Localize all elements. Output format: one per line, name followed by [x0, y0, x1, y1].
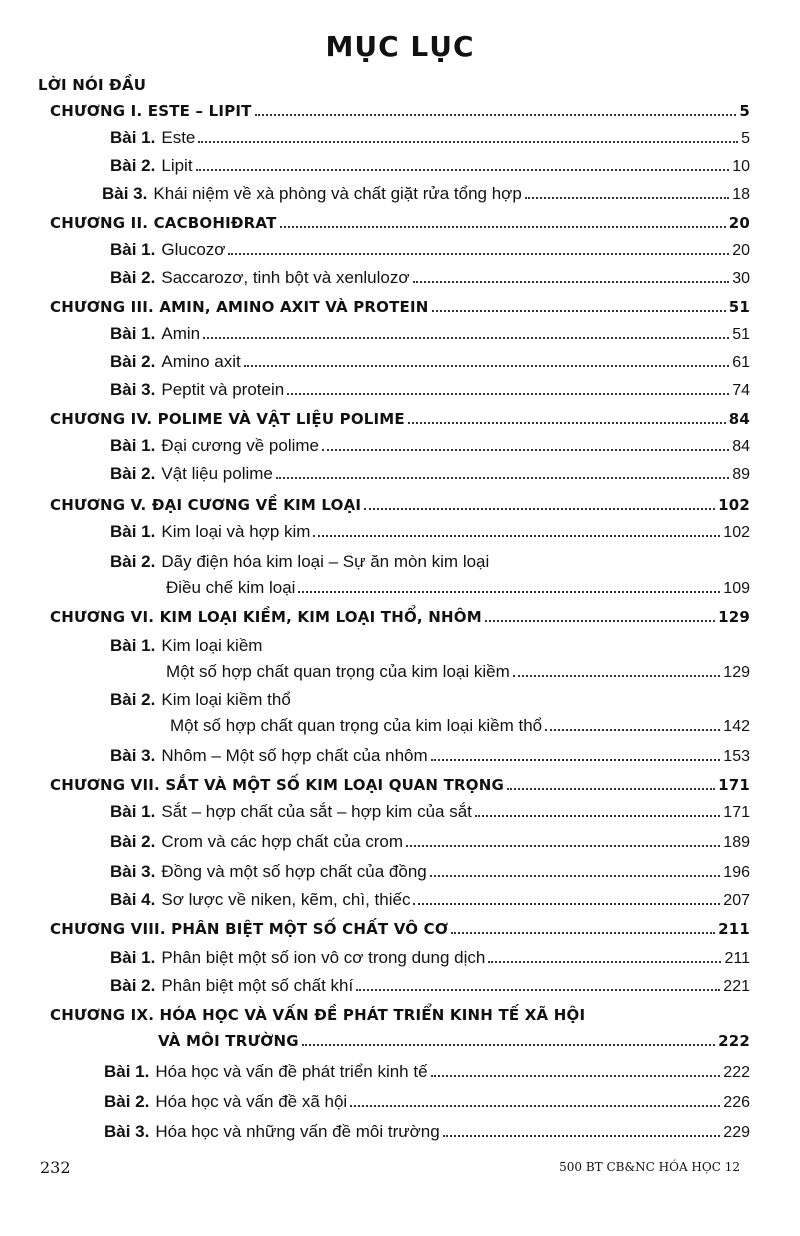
- toc-lesson: Bài 2. Lipit 10: [110, 156, 750, 175]
- toc-lesson-continuation: Một số hợp chất quan trọng của kim loại kiềm 129: [166, 662, 750, 681]
- toc-chapter: CHƯƠNG VI. KIM LOẠI KIỀM, KIM LOẠI THỔ, NHÔM 129: [50, 608, 750, 626]
- toc-lesson: Bài 1. Amin 51: [110, 324, 750, 343]
- toc-lesson: Bài 3. Đồng và một số hợp chất của đồng 196: [110, 862, 750, 881]
- toc-chapter: CHƯƠNG II. CACBOHIĐRAT 20: [50, 214, 750, 232]
- toc-lesson: Bài 2. Crom và các hợp chất của crom 189: [110, 832, 750, 851]
- toc-lesson: Bài 3. Hóa học và những vấn đề môi trường 229: [104, 1122, 750, 1141]
- chapter-title: CHƯƠNG I. ESTE – LIPIT: [50, 102, 252, 120]
- toc-lesson: Bài 3. Nhôm – Một số hợp chất của nhôm 153: [110, 746, 750, 765]
- page-title: MỤC LỤC: [325, 30, 475, 63]
- toc-lesson: Bài 2. Amino axit 61: [110, 352, 750, 371]
- toc-lesson: Bài 3. Khái niệm về xà phòng và chất giặt rửa tổng hợp 18: [102, 184, 750, 203]
- toc-lesson-continuation: Một số hợp chất quan trọng của kim loại kiềm thổ 142: [170, 716, 750, 735]
- toc-chapter-continuation: VÀ MÔI TRƯỜNG 222: [158, 1032, 750, 1050]
- toc-lesson: Bài 2. Vật liệu polime 89: [110, 464, 750, 483]
- toc-lesson: Bài 1. Hóa học và vấn đề phát triển kinh tế 222: [104, 1062, 750, 1081]
- toc-lesson: Bài 4. Sơ lược về niken, kẽm, chì, thiếc 207: [110, 890, 750, 909]
- toc-chapter: CHƯƠNG VIII. PHÂN BIỆT MỘT SỐ CHẤT VÔ CƠ 211: [50, 920, 750, 938]
- toc-lesson: Bài 3. Peptit và protein 74: [110, 380, 750, 399]
- toc-lesson: Bài 2. Saccarozơ, tinh bột và xenlulozơ 30: [110, 268, 750, 287]
- toc-lesson: Bài 1. Kim loại kiềm: [110, 636, 263, 655]
- toc-lesson: Bài 1. Kim loại và hợp kim 102: [110, 522, 750, 541]
- toc-lesson: Bài 1. Sắt – hợp chất của sắt – hợp kim của sắt 171: [110, 802, 750, 821]
- toc-preface: LỜI NÓI ĐẦU: [38, 76, 147, 94]
- toc-lesson: Bài 2. Kim loại kiềm thổ: [110, 690, 291, 709]
- toc-lesson: Bài 2. Dãy điện hóa kim loại – Sự ăn mòn kim loại: [110, 552, 490, 571]
- page-ref: 5: [739, 102, 750, 120]
- toc-lesson: Bài 1. Glucozơ 20: [110, 240, 750, 259]
- toc-chapter: CHƯƠNG III. AMIN, AMINO AXIT VÀ PROTEIN 51: [50, 298, 750, 316]
- running-footer-title: 500 BT CB&NC HÓA HỌC 12: [559, 1160, 740, 1174]
- toc-chapter: CHƯƠNG IV. POLIME VÀ VẬT LIỆU POLIME 84: [50, 410, 750, 428]
- toc-lesson: Bài 1. Phân biệt một số ion vô cơ trong dung dịch 211: [110, 948, 750, 967]
- toc-lesson: Bài 2. Hóa học và vấn đề xã hội 226: [104, 1092, 750, 1111]
- toc-lesson: Bài 1. Đại cương về polime 84: [110, 436, 750, 455]
- toc-lesson-continuation: Điều chế kim loại 109: [166, 578, 750, 597]
- toc-chapter: CHƯƠNG V. ĐẠI CƯƠNG VỀ KIM LOẠI 102: [50, 496, 750, 514]
- page-number: 232: [40, 1158, 71, 1177]
- toc-lesson: Bài 2. Phân biệt một số chất khí 221: [110, 976, 750, 995]
- toc-chapter: CHƯƠNG VII. SẮT VÀ MỘT SỐ KIM LOẠI QUAN TRỌNG 171: [50, 776, 750, 794]
- toc-lesson: Bài 1. Este 5: [110, 128, 750, 147]
- toc-chapter: [50, 102, 750, 120]
- toc-chapter: CHƯƠNG IX. HÓA HỌC VÀ VẤN ĐỀ PHÁT TRIỂN KINH TẾ XÃ HỘI: [50, 1006, 586, 1024]
